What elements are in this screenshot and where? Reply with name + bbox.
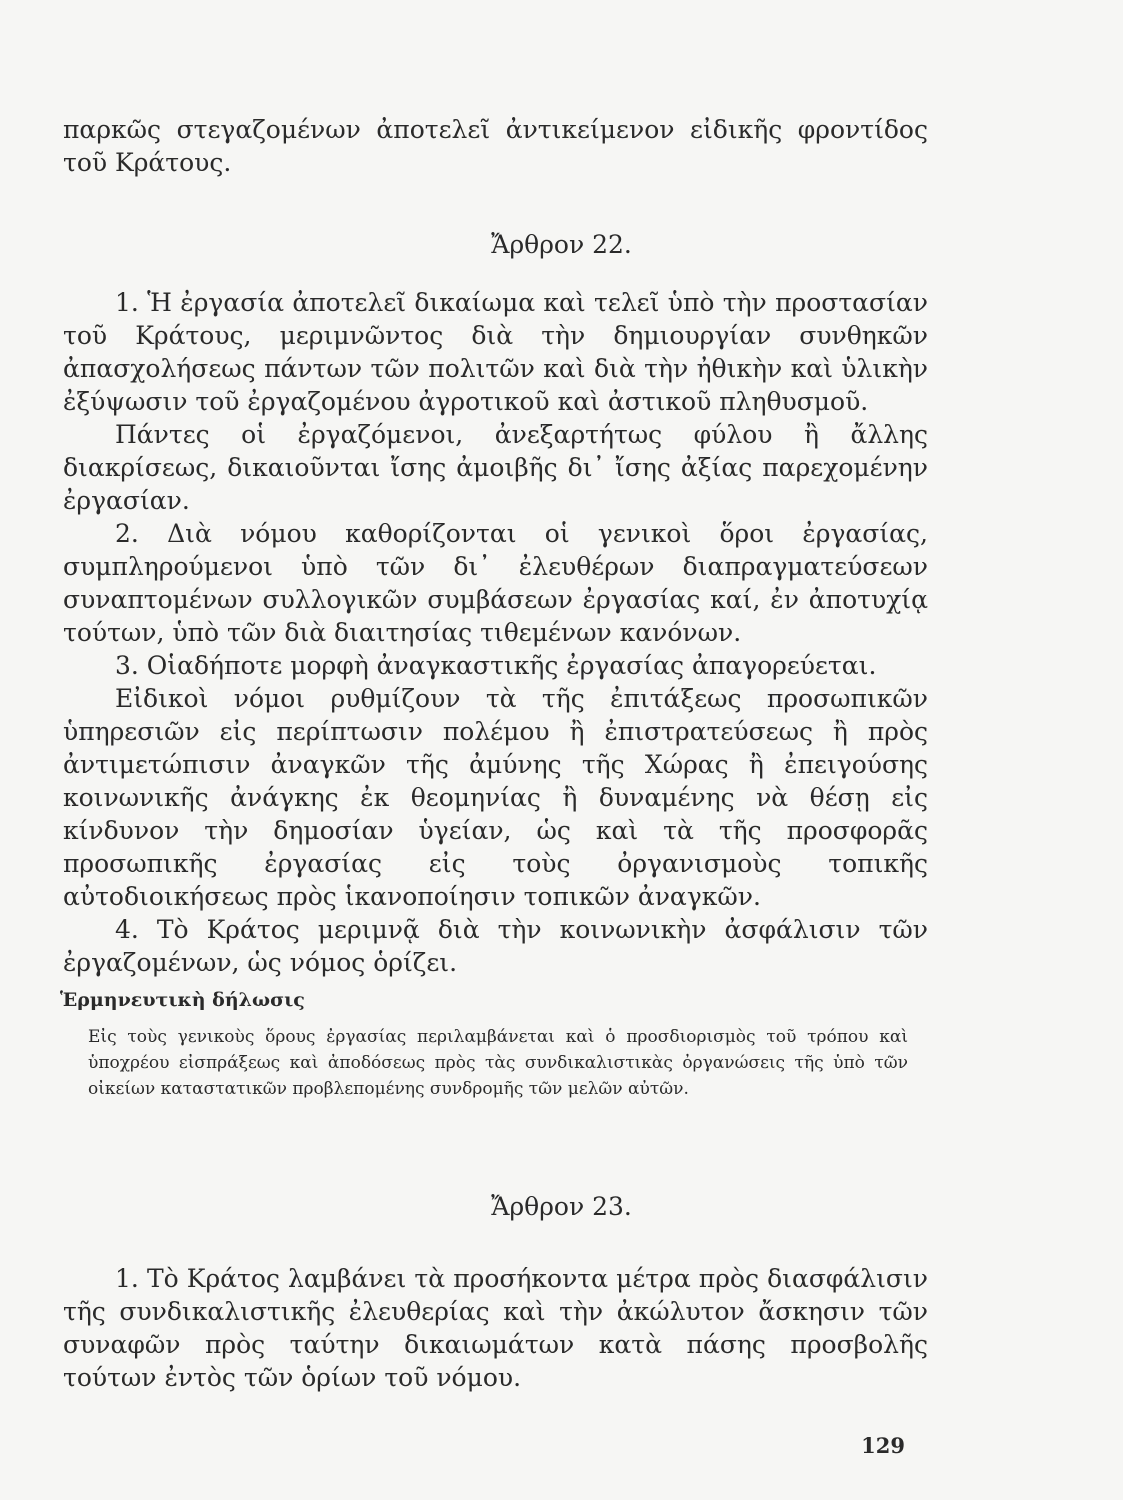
article-22-paragraph-3b: Εἰδικοὶ νόμοι ρυθμίζουν τὰ τῆς ἐπιτάξεως προσωπικῶν ὑπηρεσιῶν εἰς περίπτωσιν πολέμου ἢ ἐπιστρατεύσεως ἢ πρὸς ἀντιμετώπισιν ἀναγκῶν τῆς ἀμύνης τῆς Χώρας ἢ ἐπειγούσης κοινωνικῆς ἀνάγκης ἐκ θεομηνίας ἢ δυναμένης νὰ θέσῃ εἰς κίνδυνον τὴν δημοσίαν ὑγείαν, ὡς καὶ τὰ τῆς προσφορᾶς προσωπικῆς ἐργασίας εἰς τοὺς ὀργανισμοὺς τοπικῆς αὐτοδιοικήσεως πρὸς ἱκανοποίησιν τοπικῶν ἀναγκῶν. [63,684,928,911]
article-22-body [63,286,928,979]
article-23-paragraph-1: 1. Τὸ Κράτος λαμβάνει τὰ προσήκοντα μέτρα πρὸς διασφάλισιν τῆς συνδικαλιστικῆς ἐλευθερίας καὶ τὴν ἀκώλυτον ἄσκησιν τῶν συναφῶν πρὸς ταύτην δικαιωμάτων κατὰ πάσης προσβολῆς τούτων ἐντὸς τῶν ὁρίων τοῦ νόμου. [63,1264,928,1392]
carryover-text: παρκῶς στεγαζομένων ἀποτελεῖ ἀντικείμενον εἰδικῆς φροντίδος τοῦ Κράτους. [63,115,928,177]
article-22-paragraph-3: 3. Οἱαδήποτε μορφὴ ἀναγκαστικῆς ἐργασίας ἀπαγορεύεται. [115,651,877,680]
interpretive-note-heading: Ἑρμηνευτικὴ δήλωσις [60,989,305,1011]
article-22-heading: Ἄρθρον 22. [491,230,632,259]
article-23-heading: Ἄρθρον 23. [491,1192,632,1221]
article-23-body [63,1262,928,1394]
article-22-paragraph-1b: Πάντες οἱ ἐργαζόμενοι, ἀνεξαρτήτως φύλου ἢ ἄλλης διακρίσεως, δικαιοῦνται ἴσης ἀμοιβῆς δι᾿ ἴσης ἀξίας παρεχομένην ἐργασίαν. [63,420,928,515]
carryover-paragraph [63,113,928,179]
interpretive-note-text: Εἰς τοὺς γενικοὺς ὅρους ἐργασίας περιλαμβάνεται καὶ ὁ προσδιορισμὸς τοῦ τρόπου καὶ ὑποχρέου εἰσπράξεως καὶ ἀποδόσεως πρὸς τὰς συνδικαλιστικὰς ὀργανώσεις τῆς ὑπὸ τῶν οἰκείων καταστατικῶν προβλεπομένης συνδρομῆς τῶν μελῶν αὐτῶν. [88,1027,908,1099]
article-22-paragraph-1: 1. Ἡ ἐργασία ἀποτελεῖ δικαίωμα καὶ τελεῖ ὑπὸ τὴν προστασίαν τοῦ Κράτους, μεριμνῶντος διὰ τὴν δημιουργίαν συνθηκῶν ἀπασχολήσεως πάντων τῶν πολιτῶν καὶ διὰ τὴν ἠθικὴν καὶ ὑλικὴν ἐξύψωσιν τοῦ ἐργαζομένου ἀγροτικοῦ καὶ ἀστικοῦ πληθυσμοῦ. [63,288,928,416]
article-22-paragraph-4: 4. Τὸ Κράτος μεριμνᾷ διὰ τὴν κοινωνικὴν ἀσφάλισιν τῶν ἐργαζομένων, ὡς νόμος ὁρίζει. [63,915,928,977]
page-number: 129 [861,1433,905,1458]
article-22-paragraph-2: 2. Διὰ νόμου καθορίζονται οἱ γενικοὶ ὅροι ἐργασίας, συμπληρούμενοι ὑπὸ τῶν δι᾿ ἐλευθέρων διαπραγματεύσεων συναπτομένων συλλογικῶν συμβάσεων ἐργασίας καί, ἐν ἀποτυχίᾳ τούτων, ὑπὸ τῶν διὰ διαιτησίας τιθεμένων κανόνων. [63,519,928,647]
